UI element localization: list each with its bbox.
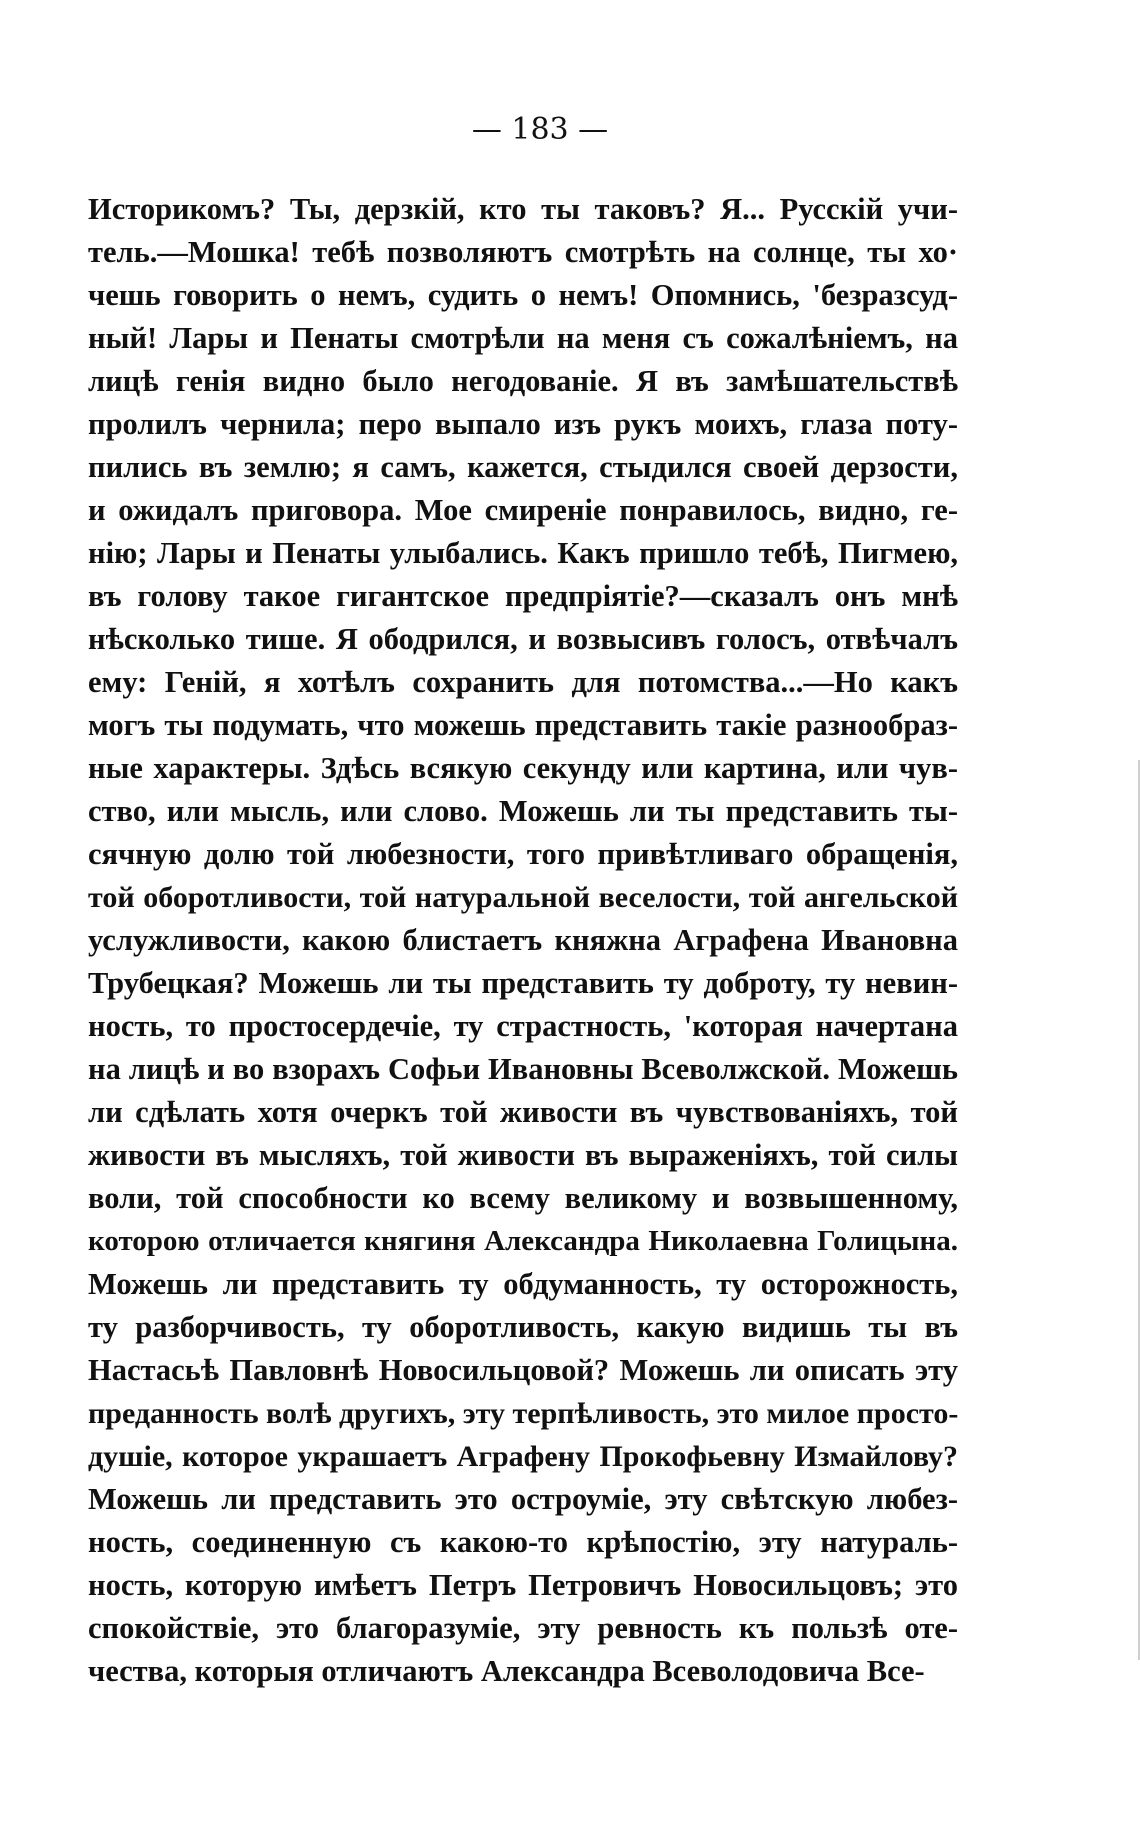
text-line: Можешь ли представить это остроуміе, эту свѣтскую любез- (88, 1482, 958, 1516)
text-line: той оборотливости, той натуральной веселости, той ангельской (88, 881, 958, 914)
text-line: ный! Лары и Пенаты смотрѣли на меня съ сожалѣніемъ, на (88, 321, 958, 355)
text-line: нѣсколько тише. Я ободрился, и возвысивъ голосъ, отвѣчалъ (88, 622, 958, 656)
text-line: преданность волѣ другихъ, эту терпѣливость, это милое просто- (88, 1397, 958, 1430)
text-line: Трубецкая? Можешь ли ты представить ту доброту, ту невин- (88, 966, 958, 1000)
text-line: ли сдѣлать хотя очеркъ той живости въ чувствованіяхъ, той (88, 1095, 958, 1129)
text-line: могъ ты подумать, что можешь представить такіе разнообраз- (88, 708, 958, 742)
text-line: пролилъ чернила; перо выпало изъ рукъ моихъ, глаза поту- (88, 407, 958, 441)
text-line: сячную долю той любезности, того привѣтливаго обращенія, (88, 837, 958, 871)
text-line: ность, которую имѣетъ Петръ Петровичъ Новосильцовъ; это (88, 1568, 958, 1602)
text-line: душіе, которое украшаетъ Аграфену Прокофьевну Измайлову? (88, 1440, 958, 1473)
text-line: лицѣ генія видно было негодованіе. Я въ замѣшательствѣ (88, 364, 958, 398)
page-number: — 183 — (471, 112, 609, 147)
text-line: и ожидалъ приговора. Мое смиреніе понравилось, видно, ге- (88, 493, 958, 527)
text-line: ность, соединенную съ какою-то крѣпостію, эту натураль- (88, 1525, 958, 1559)
text-line: воли, той способности ко всему великому и возвышенному, (88, 1181, 958, 1215)
text-line: ство, или мысль, или слово. Можешь ли ты представить ты- (88, 794, 958, 828)
text-line: услужливости, какою блистаетъ княжна Аграфена Ивановна (88, 923, 958, 957)
body-text (88, 188, 958, 1693)
text-line: ность, то простосердечіе, ту страстность, 'которая начертана (88, 1009, 958, 1043)
text-line: живости въ мысляхъ, той живости въ выраженіяхъ, той силы (88, 1138, 958, 1172)
text-line: чешь говорить о немъ, судить о немъ! Опомнись, 'безразсуд- (88, 278, 958, 312)
text-line: ему: Геній, я хотѣлъ сохранить для потомства...—Но какъ (88, 665, 958, 699)
text-line: Историкомъ? Ты, дерзкій, кто ты таковъ? Я... Русскій учи- (88, 192, 958, 226)
text-line: которою отличается княгиня Александра Николаевна Голицына. (88, 1225, 958, 1257)
text-line: чества, которыя отличаютъ Александра Всеволодовича Все- (88, 1654, 925, 1688)
text-line: нію; Лары и Пенаты улыбались. Какъ пришло тебѣ, Пигмею, (88, 536, 958, 570)
text-line: спокойствіе, это благоразуміе, эту ревность къ пользѣ оте- (88, 1611, 958, 1645)
text-line: тель.—Мошка! тебѣ позволяютъ смотрѣть на солнце, ты хо· (88, 235, 958, 269)
text-line: въ голову такое гигантское предпріятіе?—сказалъ онъ мнѣ (88, 579, 958, 613)
text-line: Можешь ли представить ту обдуманность, ту осторожность, (88, 1267, 958, 1301)
text-line: на лицѣ и во взорахъ Софьи Ивановны Всеволжской. Можешь (88, 1052, 958, 1086)
text-line: ту разборчивость, ту оборотливость, какую видишь ты въ (88, 1310, 958, 1344)
text-line: пились въ землю; я самъ, кажется, стыдился своей дерзости, (88, 450, 958, 484)
text-line: Настасьѣ Павловнѣ Новосильцовой? Можешь ли описать эту (88, 1353, 958, 1387)
text-line: ные характеры. Здѣсь всякую секунду или картина, или чув- (88, 751, 958, 785)
